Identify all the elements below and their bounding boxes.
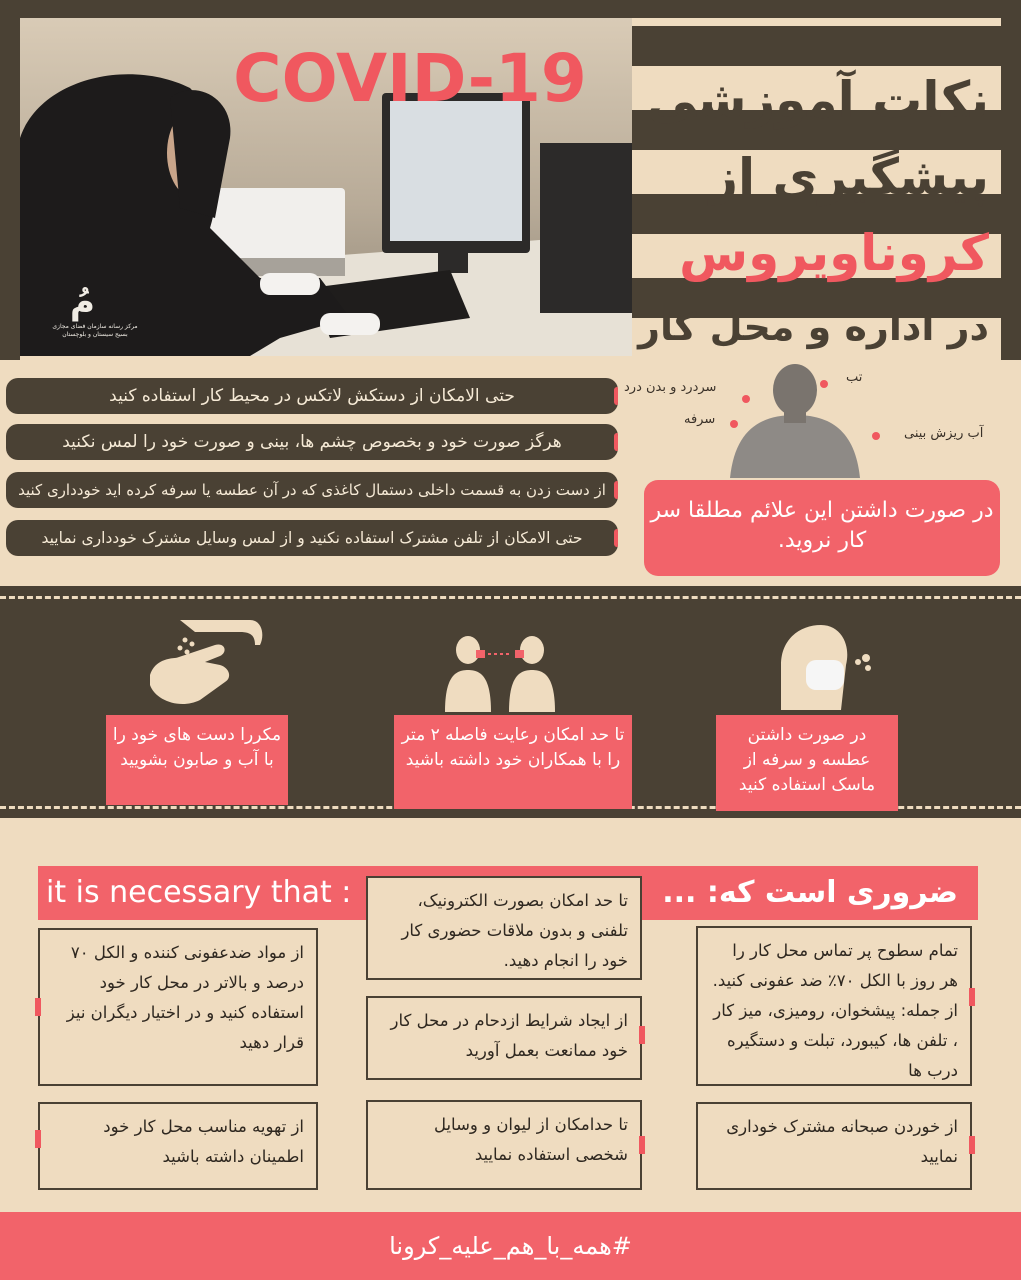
hashtag-banner: #همه_با_هم_علیه_کرونا: [0, 1212, 1021, 1280]
headache-dot: [742, 395, 750, 403]
tip-no-face-touch: هرگز صورت خود و بخصوص چشم ها، بینی و صورت خود را لمس نکنید: [6, 424, 618, 460]
symptom-headache: سردرد و بدن درد: [624, 380, 717, 395]
title-line-3: کروناویروس: [679, 224, 989, 282]
hand-wash-icon: [140, 600, 270, 710]
box-marker: [35, 998, 41, 1016]
logo-caption: مرکز رسانه سازمان فضای مجازی بسیج سیستان و بلوچستان: [52, 323, 138, 338]
title-line-2: پیشگیری از: [709, 148, 989, 206]
box-shared-breakfast: از خوردن صبحانه مشترک خوداری نمایید: [696, 1102, 972, 1190]
box-disinfect-surfaces: تمام سطوح پر تماس محل کار را هر روز با الکل ۷۰٪ ضد عفونی کنید. از جمله: پیشخوان، رومیزی، میز کار ، تلفن ها، کیبورد، تبلت و دستگیره درب ها: [696, 926, 972, 1086]
symptom-runny-nose: آب ریزش بینی: [904, 426, 984, 441]
box-disinfectant-alcohol: از مواد ضدعفونی کننده و الکل ۷۰ درصد و بالاتر در محل کار خود استفاده کنید و در اختیار دیگران نیز قرار دهید: [38, 928, 318, 1086]
box-ventilation: از تهویه مناسب محل کار خود اطمینان داشته باشید: [38, 1102, 318, 1190]
right-frame: [1001, 0, 1021, 360]
box-marker: [639, 1026, 645, 1044]
tip-shared-phone: حتی الامکان از تلفن مشترک استفاده نکنید و از لمس وسایل مشترک خودداری نمایید: [6, 520, 618, 556]
symptom-fever: تب: [846, 370, 863, 385]
social-distance-icon: [440, 632, 560, 712]
title-line-1: نکات آموزشی: [646, 71, 989, 129]
tip-gloves: حتی الامکان از دستکش لاتکس در محیط کار استفاده کنید: [6, 378, 618, 414]
title-line-4: در اداره و محل کار: [638, 305, 989, 349]
distance-card: تا حد امکان رعایت فاصله ۲ متر را با همکاران خود داشته باشید: [394, 715, 632, 809]
wash-hands-card: مکررا دست های خود را با آب و صابون بشویید: [106, 715, 288, 805]
tip-tissue: از دست زدن به قسمت داخلی دستمال کاغذی که در آن عطسه یا سرفه کرده اید خودداری کنید: [6, 472, 618, 508]
top-frame: [0, 0, 1021, 18]
box-avoid-crowding: از ایجاد شرایط ازدحام در محل کار خود ممانعت بعمل آورید: [366, 996, 642, 1080]
stitch-top: [0, 596, 1021, 599]
box-marker: [969, 1136, 975, 1154]
necessary-title-fa: ضروری است که: ...: [662, 875, 958, 910]
left-frame: [0, 0, 20, 360]
symptom-cough: سرفه: [684, 412, 716, 427]
box-marker: [35, 1130, 41, 1148]
cough-dot: [730, 420, 738, 428]
runny-nose-dot: [872, 432, 880, 440]
fever-dot: [820, 380, 828, 388]
box-marker: [639, 1136, 645, 1154]
box-personal-items: تا حدامکان از لیوان و وسایل شخصی استفاده نمایید: [366, 1100, 642, 1190]
covid-title: COVID-19: [233, 40, 587, 117]
mask-card: در صورت داشتن عطسه و سرفه از ماسک استفاده کنید: [716, 715, 898, 811]
necessary-title-en: it is necessary that :: [46, 875, 352, 910]
mask-sneeze-icon: [776, 620, 886, 710]
box-marker: [969, 988, 975, 1006]
symptom-warning: در صورت داشتن این علائم مطلقا سر کار نروید.: [644, 480, 1000, 576]
box-remote-work: تا حد امکان بصورت الکترونیک، تلفنی و بدون ملاقات حضوری کار خود را انجام دهید.: [366, 876, 642, 980]
svg-text:مُ: مُ: [70, 282, 95, 322]
